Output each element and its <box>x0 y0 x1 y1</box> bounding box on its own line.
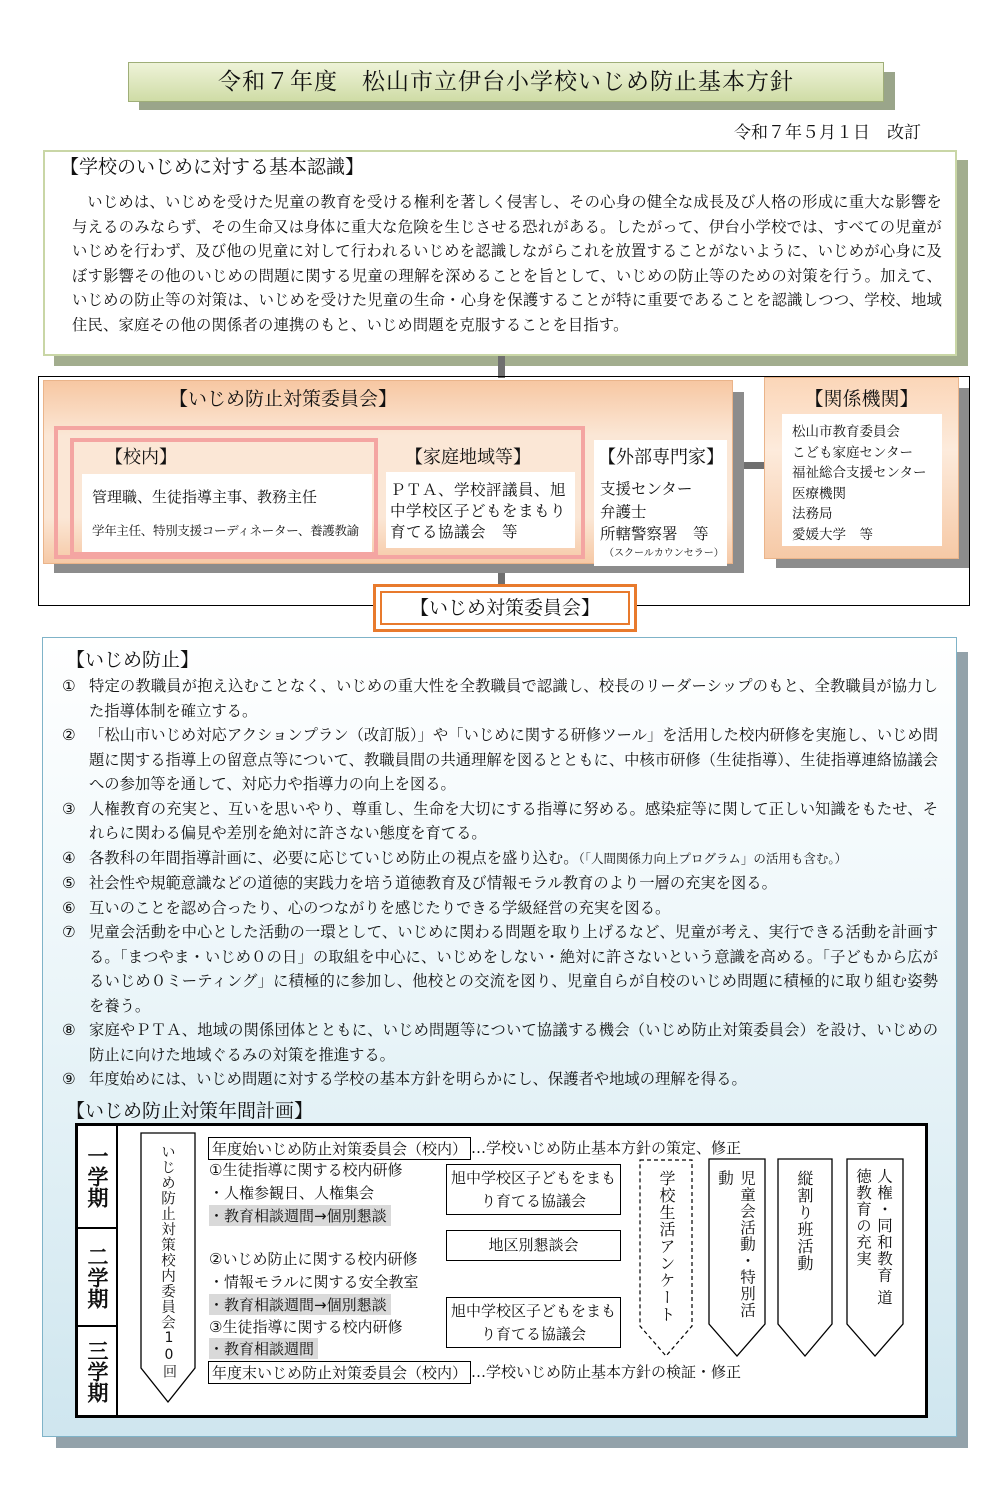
term-2 <box>78 1229 118 1325</box>
item-number: ⑤ <box>62 874 76 892</box>
end-row <box>208 1361 741 1384</box>
item-text: 家庭やＰＴＡ、地域の関係団体とともに、いじめ問題等について協議する機会（いじめ防止対策委員会）を設け、いじめの防止に向けた地域ぐるみの対策を推進する。 <box>89 1021 938 1064</box>
item-note: （「人間関係力向上プログラム」の活用も含む。） <box>578 850 848 866</box>
list-item <box>62 871 938 896</box>
term-1 <box>78 1126 118 1227</box>
taisaku-title: 【いじめ対策委員会】 <box>380 591 630 625</box>
committee-count: 10回 <box>161 1330 177 1379</box>
item-number: ② <box>62 726 76 744</box>
kankei-item: 愛媛大学 等 <box>792 526 873 543</box>
committee-title: 【いじめ防止対策委員会】 <box>168 388 397 410</box>
event-item: ・教育相談週間→個別懇談 <box>209 1205 391 1226</box>
gaibu-note: （スクールカウンセラー） <box>604 548 724 559</box>
event-item: ①生徒指導に関する校内研修 <box>209 1161 403 1179</box>
kankei-item: 医療機関 <box>792 485 846 502</box>
recognition-heading: 【学校のいじめに対する基本認識】 <box>60 156 365 178</box>
start-committee-box: 年度始いじめ防止対策委員会（校内） <box>208 1137 471 1160</box>
page-title: 令和７年度 松山市立伊台小学校いじめ防止基本方針 <box>128 62 884 102</box>
revision-date: 令和７年５月１日 改訂 <box>734 123 921 143</box>
event-item: ③生徒指導に関する校内研修 <box>209 1318 403 1336</box>
item-text: 「松山市いじめ対応アクションプラン（改訂版）」や「いじめに関する研修ツール」を活用した校内研修を実施し、いじめ問題に関する指導上の留意点等について、教職員間の共通理解を図るとともに、中核市研修（生徒指導）、生徒指導連絡協議会への参加等を通して、対応力や指導力の向上を図る。 <box>89 726 938 793</box>
item-text: 人権教育の充実と、互いを思いやり、尊重し、生命を大切にする指導に努める。感染症等に関して正しい知識をもたせ、それらに関わる偏見や差別を絶対に許さない態度を育てる。 <box>89 799 938 842</box>
kankei-title: 【関係機関】 <box>804 388 919 410</box>
term-3 <box>78 1327 118 1415</box>
konai-members-1: 管理職、生徒指導主事、教務主任 <box>92 488 318 506</box>
prevention-list <box>62 674 938 1092</box>
start-row <box>208 1137 741 1160</box>
gaibu-member: 支援センター <box>600 480 693 498</box>
jidokai-label: 児童会活動・特別活動 <box>716 1170 756 1319</box>
item-text: 互いのことを認め合ったり、心のつながりを感じたりできる学級経営の充実を図る。 <box>89 898 671 917</box>
item-text: 特定の教職員が抱え込むことなく、いじめの重大性を全教職員で認識し、校長のリーダーシップのもと、全教職員が協力した指導体制を確立する。 <box>89 677 938 720</box>
list-item <box>62 1018 938 1067</box>
kyogikai-box-1: 旭中学校区子どもをまもり育てる協議会 <box>446 1164 621 1215</box>
item-number: ⑥ <box>62 898 76 917</box>
event-item: ・人権参観日、人権集会 <box>209 1184 375 1202</box>
item-number: ③ <box>62 799 76 818</box>
kankei-item: 福祉総合支援センター <box>792 465 927 482</box>
katei-title: 【家庭地域等】 <box>405 447 531 468</box>
start-committee-desc: …学校いじめ防止基本方針の策定、修正 <box>471 1139 742 1157</box>
item-number: ⑦ <box>62 923 76 941</box>
plan-heading: 【いじめ防止対策年間計画】 <box>66 1100 314 1122</box>
term-label: 一学期 <box>85 1145 109 1208</box>
kankei-item: こども家庭センター <box>792 444 913 461</box>
list-item <box>62 797 938 846</box>
item-number: ④ <box>62 848 76 867</box>
item-text: 年度始めには、いじめ問題に対する学校の基本方針を明らかにし、保護者や地域の理解を得る。 <box>89 1070 747 1088</box>
tatewari-label: 縦割り班活動 <box>795 1170 814 1272</box>
event-item: ②いじめ防止に関する校内研修 <box>209 1250 418 1268</box>
list-item <box>62 920 938 1018</box>
recognition-body: いじめは、いじめを受けた児童の教育を受ける権利を著しく侵害し、その心身の健全な成長及び人格の形成に重大な影響を与えるのみならず、その生命又は身体に重大な危険を生じさせる恐れがある。したがって、伊台小学校では、すべての児童がいじめを行わず、及び他の児童に対して行われるいじめを認識しながらこれを放置することがないように、いじめが心身に及ぼす影響その他のいじめの問題に関する児童の理解を深めることを旨として、いじめの防止等のための対策を行う。加えて、いじめの防止等の対策は、いじめを受けた児童の生命・心身を保護することが特に重要であることを認識しつつ、学校、地域住民、家庭その他の関係者の連携のもと、いじめ問題を克服することを目指す。 <box>72 193 942 334</box>
item-text: 社会性や規範意識などの道徳的実践力を培う道徳教育及び情報モラル教育のより一層の充実を図る。 <box>89 874 777 892</box>
event-item: ・教育相談週間 <box>209 1338 318 1359</box>
end-committee-box: 年度末いじめ防止対策委員会（校内） <box>208 1361 471 1384</box>
item-number: ⑧ <box>62 1021 76 1039</box>
item-text: 児童会活動を中心とした活動の一環として、いじめに関わる問題を取り上げるなど、児童が考え、実行できる活動を計画する。「まつやま・いじめ０の日」の取組を中心に、いじめをしない・絶対に許さないという意識を高める。「子どもから広がるいじめ０ミーティング」に積極的に参加し、他校との交流を図り、児童自らが自校のいじめ問題に積極的に取り組む姿勢を養う。 <box>89 923 938 1015</box>
kankei-item: 松山市教育委員会 <box>792 424 900 440</box>
list-item <box>62 1067 938 1092</box>
enquete-label: 学校生活アンケート <box>657 1170 676 1323</box>
prevention-heading: 【いじめ防止】 <box>66 649 200 671</box>
chiku-box: 地区別懇談会 <box>446 1230 621 1261</box>
list-item <box>62 896 938 921</box>
item-text-wrap <box>89 846 938 872</box>
item-text: 各教科の年間指導計画に、必要に応じていじめ防止の視点を盛り込む。 <box>89 848 579 867</box>
connector-line <box>498 356 505 378</box>
event-item: ・教育相談週間→個別懇談 <box>209 1294 391 1315</box>
katei-members: ＰＴＡ、学校評議員、旭中学校区子どもをまもり育てる協議会 等 <box>390 481 567 541</box>
item-number: ① <box>62 677 76 695</box>
term-label: 三学期 <box>85 1339 109 1403</box>
term-label: 二学期 <box>85 1245 109 1309</box>
list-item <box>62 846 938 872</box>
konai-title: 【校内】 <box>105 447 177 468</box>
konai-members-2: 学年主任、特別支援コーディネーター、養護教諭 <box>92 523 359 538</box>
list-item <box>62 674 938 723</box>
kankei-item: 法務局 <box>792 506 833 523</box>
gaibu-member: 所轄警察署 等 <box>600 525 709 543</box>
kyogikai-box-2: 旭中学校区子どもをまもり育てる協議会 <box>446 1297 621 1348</box>
jinken-label: 人権・同和教育 道徳教育の充実 <box>854 1168 893 1306</box>
end-committee-desc: …学校いじめ防止基本方針の検証・修正 <box>471 1363 742 1381</box>
list-item <box>62 723 938 797</box>
gaibu-title: 【外部専門家】 <box>598 447 724 468</box>
kankei-list <box>792 422 926 546</box>
item-number: ⑨ <box>62 1070 76 1088</box>
gaibu-member: 弁護士 <box>600 503 647 521</box>
event-item: ・情報モラルに関する安全教室 <box>209 1273 419 1291</box>
committee-arrow-label: いじめ防止対策校内委員会 <box>159 1144 175 1330</box>
